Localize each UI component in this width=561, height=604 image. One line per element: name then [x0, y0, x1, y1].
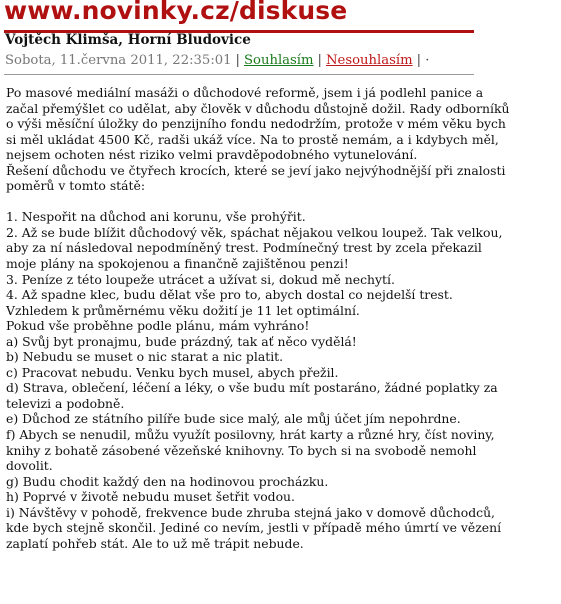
comment-body-line: e) Důchod ze státního pilíře bude sice malý, ale můj účet jím nepohrdne.: [6, 411, 461, 427]
comment-body-line: i) Návštěvy v pohodě, frekvence bude zhruba stejná jako v domově důchodců,: [6, 504, 495, 520]
comment-body-line: g) Budu chodit každý den na hodinovou procházku.: [6, 473, 329, 489]
comment-timestamp: Sobota, 11.června 2011, 22:35:01: [5, 53, 232, 68]
meta-separator: |: [235, 53, 240, 68]
comment-body-line: kde bych stejně skončil. Jediné co nevím, jestli v případě mého úmrtí ve vězení: [6, 520, 502, 536]
comment-body-line: Po masové mediální masáži o důchodové reformě, jsem i já podlehl panice a: [6, 85, 484, 100]
comment-body-line: d) Strava, oblečení, léčení a léky, o vše budu mít postaráno, žádné poplatky za: [6, 380, 498, 396]
comment-body-line: Řešení důchodu ve čtyřech krocích, které se jeví jako nejvýhodnější při znalosti: [6, 162, 506, 178]
comment-body-line: 2. Až se bude blížit důchodový věk, spáchat nějakou velkou loupež. Tak velkou,: [6, 224, 503, 240]
comment-body-line: 4. Až spadne klec, budu dělat vše pro to, abych dostal co nejdelší trest.: [6, 287, 453, 303]
comment-body-line: začal přemýšlet co udělat, aby člověk v důchodu důstojně dožil. Rady odborníků: [6, 100, 510, 116]
meta-trailing: | ·: [416, 53, 430, 68]
comment-body-line: a) Svůj byt pronajmu, bude prázdný, tak ať něco vydělá!: [6, 333, 357, 349]
meta-separator: |: [317, 53, 322, 68]
comment-body-line: poměrů v tomto státě:: [6, 178, 146, 194]
comment-body-line: zaplatí pohřeb stát. Ale to už mě trápit nebude.: [6, 535, 304, 551]
disagree-link[interactable]: Nesouhlasím: [325, 53, 413, 68]
comment-body-line: 3. Peníze z této loupeže utrácet a užívat si, dokud mě nechytí.: [6, 271, 395, 287]
comment-body-line: f) Abych se nenudil, můžu využít posilovny, hrát karty a různé hry, číst noviny,: [6, 427, 495, 443]
comment-body-line: si měl ukládat 4500 Kč, radši ukáž více. Na to prostě nemám, a i kdybych měl,: [6, 131, 499, 147]
comment-body-line: televizi a podobně.: [6, 395, 125, 411]
site-header: [4, 0, 474, 33]
comment-body-line: c) Pracovat nebudu. Venku bych musel, abych přežil.: [6, 364, 339, 380]
site-url[interactable]: www.novinky.cz/diskuse: [4, 0, 348, 25]
comment-meta: [5, 53, 433, 68]
comment-body-line: b) Nebudu se muset o nic starat a nic platit.: [6, 349, 284, 365]
comment-body-line: knihy z bohatě zásobené vězeňské knihovny. To bych si na svobodě nemohl: [6, 442, 477, 458]
comment-body-line: o výši měsíční úložky do penzijního fondu nedodržím, protože v mém věku bych: [6, 116, 506, 132]
comment-body-line: h) Poprvé v životě nebudu muset šetřit vodou.: [6, 489, 295, 505]
divider: [4, 74, 474, 75]
comment-body-line: nejsem ochoten nést riziko velmi pravděpodobného vytunelování.: [6, 147, 418, 163]
comment-body-line: 1. Nespořit na důchod ani korunu, vše prohýřit.: [6, 209, 306, 225]
comment-body-line: aby za ní následoval nepodmíněný trest. Podmínečný trest by zcela překazil: [6, 240, 482, 256]
comment-author: Vojtěch Klimša, Horní Bludovice: [5, 32, 251, 48]
comment-body-line: Vzhledem k průměrnému věku dožití je 11 let optimální.: [6, 302, 360, 318]
comment-body-line: Pokud vše proběhne podle plánu, mám vyhráno!: [6, 318, 310, 334]
comment-body-line: moje plány na spokojenou a finančně zajištěnou penzi!: [6, 256, 349, 272]
comment-body-line: [6, 194, 556, 210]
comment-body: [6, 85, 556, 551]
agree-link[interactable]: Souhlasím: [244, 53, 314, 68]
comment-body-line: dovolit.: [6, 458, 53, 474]
